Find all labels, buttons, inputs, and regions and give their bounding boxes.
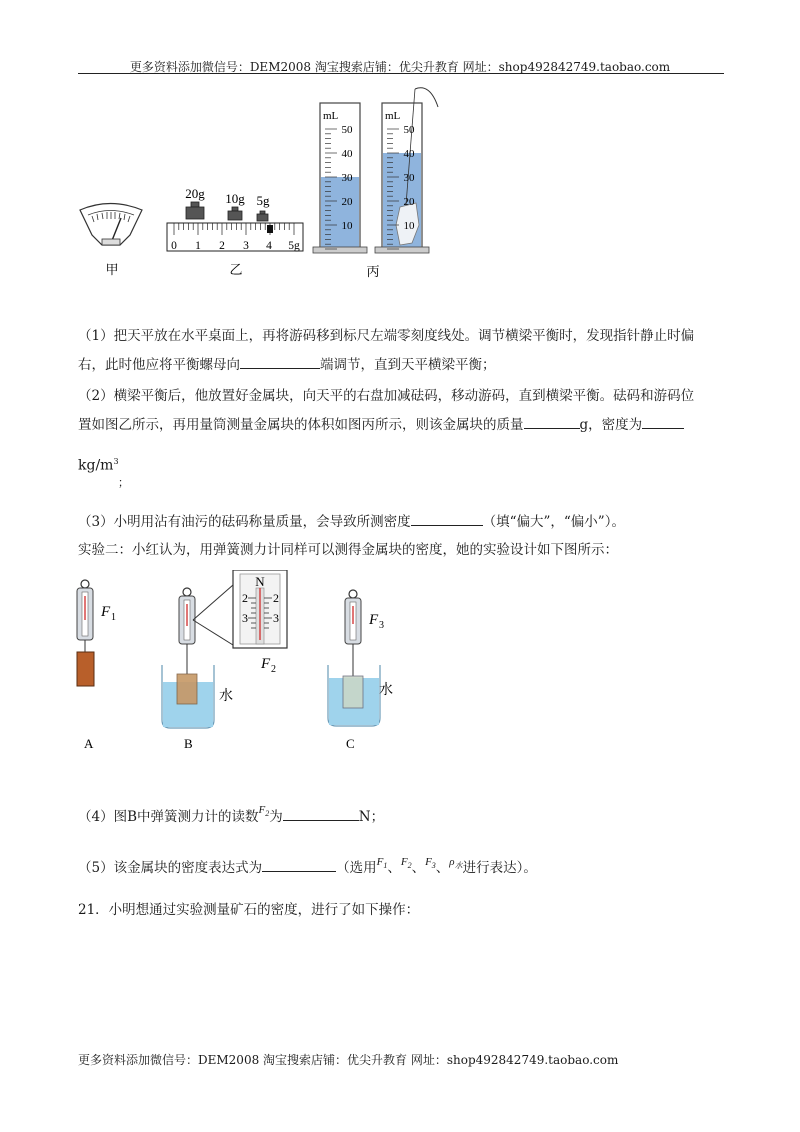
- cyl1-mark-30: 30: [341, 172, 353, 184]
- zoom-mark-2-right: 2: [273, 591, 279, 605]
- q4-text-a: （4）图B中弹簧测力计的读数: [78, 809, 259, 825]
- header-divider: [78, 73, 724, 74]
- q5-F3-letter: F: [425, 856, 432, 868]
- question-5: [78, 857, 728, 883]
- label-F3-sub: 3: [379, 620, 384, 631]
- q5-rho-symbol: [449, 856, 463, 871]
- q3-text-b: （填“偏大”，“偏小”）。: [482, 514, 625, 530]
- q3-text-a: （3）小明用沾有油污的砝码称量质量，会导致所测密度: [78, 514, 411, 530]
- q5-F1-sub: 1: [383, 861, 388, 871]
- label-C: C: [346, 736, 355, 751]
- cyl2-mark-20: 20: [403, 196, 415, 208]
- q2-unit: [78, 457, 119, 474]
- label-F: F: [101, 604, 111, 620]
- q5-F3-sub: 3: [431, 861, 436, 871]
- ruler-tick-3: 3: [243, 240, 249, 252]
- q4-text-c: N；: [358, 809, 385, 825]
- experiment-2-intro: 实验二：小红认为，用弹簧测力计同样可以测得金属块的密度，她的实验设计如下图所示：: [78, 542, 618, 558]
- label-bing: 丙: [366, 264, 380, 279]
- q5-F3-symbol: [425, 856, 436, 871]
- q4-answer-blank[interactable]: [283, 806, 359, 821]
- q5-sep-3: 、: [435, 860, 450, 876]
- q5-answer-blank[interactable]: [262, 857, 336, 872]
- q5-text-b: （选用: [336, 860, 377, 876]
- balance-dial-figure: [80, 204, 142, 246]
- spring-scale-C: [328, 590, 393, 726]
- cyl1-mark-10: 10: [341, 220, 353, 232]
- q2-line1: （2）横梁平衡后，他放置好金属块，向天平的右盘加减砝码，移动游码，直到横梁平衡。砝码和游码位: [78, 388, 695, 404]
- question-2: [78, 386, 728, 435]
- label-F3: F: [369, 612, 379, 628]
- cylinder-unit-left: mL: [323, 110, 339, 122]
- ruler-tick-5g: 5g: [288, 240, 300, 252]
- figure-balance-and-cylinders: [70, 85, 490, 285]
- cyl2-mark-30: 30: [403, 172, 415, 184]
- q5-F2-sub: 2: [407, 861, 412, 871]
- q5-F1-symbol: [376, 856, 388, 871]
- question-4: [78, 806, 728, 832]
- weights-group: [185, 186, 270, 221]
- cyl2-mark-40: 40: [403, 148, 415, 160]
- label-F2-sub: 2: [271, 664, 276, 675]
- q3-answer-blank[interactable]: [411, 511, 483, 526]
- q2-line2: [78, 414, 728, 435]
- q1-line1: （1）把天平放在水平桌面上，再将游码移到标尺左端零刻度线处。调节横梁平衡时，发现指针静止时偏: [78, 328, 695, 344]
- weight-label-20g: 20g: [185, 186, 205, 201]
- ruler-tick-0: 0: [171, 240, 177, 252]
- q5-sep-1: 、: [387, 860, 401, 876]
- cyl1-mark-50: 50: [341, 124, 353, 136]
- label-B: B: [184, 736, 193, 751]
- cyl2-mark-10: 10: [403, 220, 415, 232]
- page-footer: 更多资料添加微信号：DEM2008 淘宝搜索店铺：优尖升教育 网址：shop492842749.taobao.com: [78, 1053, 619, 1067]
- label-A: A: [84, 736, 94, 751]
- q2-text-a: 置如图乙所示，再用量筒测量金属块的体积如图丙所示，则该金属块的质量: [78, 417, 524, 433]
- zoom-mark-3-right: 3: [273, 611, 279, 625]
- q2-density-blank[interactable]: [642, 414, 684, 429]
- scale-zoom-callout: [193, 570, 287, 675]
- q4-F2-symbol: [258, 804, 270, 819]
- water-label-B: 水: [219, 689, 233, 704]
- page-header: 更多资料添加微信号：DEM2008 淘宝搜索店铺：优尖升教育 网址：shop492842749.taobao.com: [129, 60, 671, 74]
- zoom-mark-3-left: 3: [242, 611, 248, 625]
- zoom-mark-2-left: 2: [242, 591, 248, 605]
- spring-scale-B: [162, 588, 233, 728]
- ruler-tick-1: 1: [195, 240, 201, 252]
- figure-spring-scale: [70, 570, 410, 755]
- q5-text-a: （5）该金属块的密度表达式为: [78, 860, 263, 876]
- cylinder-before: [313, 103, 367, 253]
- q2-mass-blank[interactable]: [524, 414, 580, 429]
- ruler-tick-4: 4: [266, 240, 272, 252]
- q1-answer-blank[interactable]: [240, 354, 320, 369]
- cylinder-after: [375, 88, 438, 253]
- q5-rho-sub: 水: [454, 861, 463, 871]
- q1-text-b: 端调节，直到天平横梁平衡；: [320, 357, 496, 373]
- q2-end: ；: [118, 476, 129, 489]
- q5-F1-letter: F: [376, 856, 384, 868]
- question-3: [78, 511, 728, 532]
- ruler-tick-2: 2: [219, 240, 225, 252]
- question-21: 21．小明想通过实验测量矿石的密度，进行了如下操作：: [78, 902, 420, 918]
- q4-F-letter: F: [258, 804, 266, 816]
- weight-label-10g: 10g: [225, 191, 245, 206]
- q1-line2: [78, 354, 728, 375]
- cylinder-unit-right: mL: [385, 110, 401, 122]
- zoom-unit-N: N: [255, 574, 265, 589]
- q2-text-b: g，密度为: [579, 417, 643, 433]
- q1-text-a: 右，此时他应将平衡螺母向: [78, 357, 240, 373]
- label-yi: 乙: [229, 262, 243, 277]
- water-label-C: 水: [379, 683, 393, 698]
- label-F2: F: [261, 656, 271, 672]
- q4-F-sub: 2: [265, 809, 270, 819]
- cyl1-mark-20: 20: [341, 196, 353, 208]
- q4-text-b: 为: [269, 809, 283, 825]
- question-1: [78, 326, 728, 375]
- label-F1-sub: 1: [111, 612, 116, 623]
- q5-text-c: 进行表达）。: [462, 860, 537, 876]
- rider-ruler: [167, 223, 303, 252]
- q5-rho-letter: ρ: [449, 856, 455, 868]
- q2-unit-text: kg/m: [78, 457, 114, 474]
- q2-unit-sup: 3: [113, 457, 119, 466]
- q5-F2-symbol: [400, 856, 412, 871]
- cyl2-mark-50: 50: [403, 124, 415, 136]
- q5-F2-letter: F: [400, 856, 408, 868]
- q5-sep-2: 、: [411, 860, 426, 876]
- label-jia: 甲: [105, 262, 119, 277]
- weight-label-5g: 5g: [256, 193, 270, 208]
- cyl1-mark-40: 40: [341, 148, 353, 160]
- spring-scale-A: [77, 580, 116, 686]
